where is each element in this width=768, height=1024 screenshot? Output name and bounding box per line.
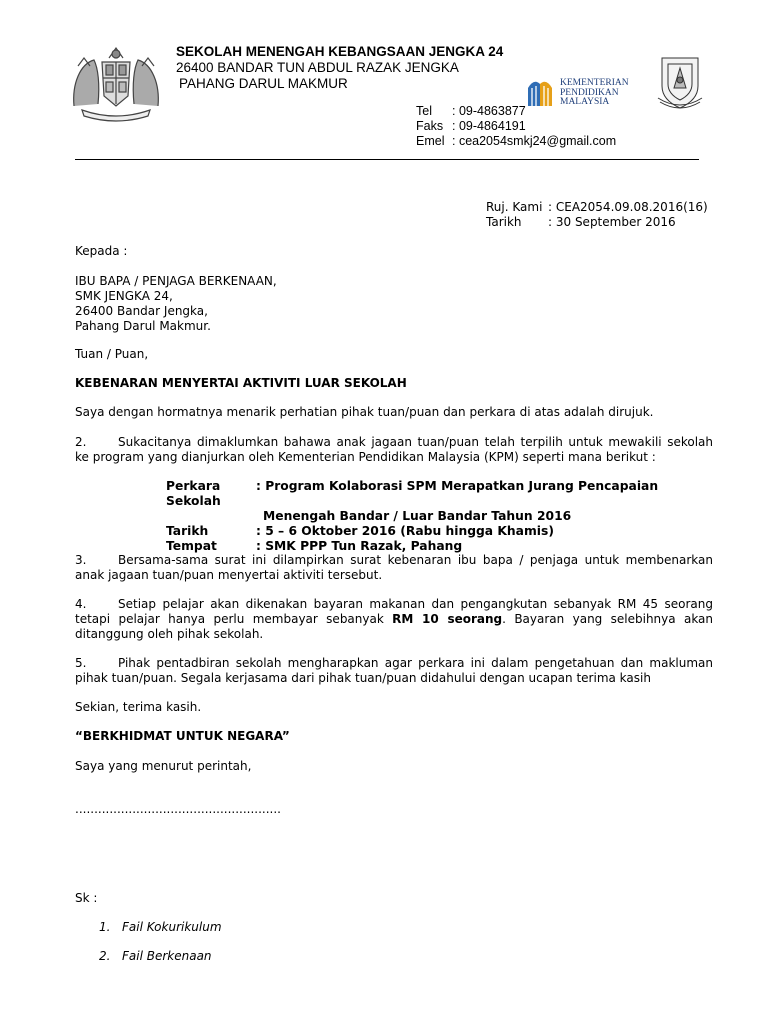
cc-item-number: 1.: [99, 920, 111, 934]
tarikh-program-label: Tarikh: [166, 524, 209, 538]
cc-item: [99, 949, 212, 964]
paragraph-number: 4.: [75, 597, 87, 611]
paragraph-number: 5.: [75, 656, 87, 670]
paragraph-3-text: Bersama-sama surat ini dilampirkan surat kebenaran ibu bapa / penjaga untuk membenarkan anak jagaan tuan/puan menyertai aktiviti tersebut.: [75, 553, 713, 582]
closing-saya: Saya yang menurut perintah,: [75, 759, 252, 773]
kpm-logo-text-3: MALAYSIA: [560, 97, 610, 107]
cc-item-text: Fail Kokurikulum: [122, 920, 222, 934]
emel-row: [416, 134, 616, 149]
paragraph-4-text: Setiap pelajar akan dikenakan bayaran makanan dan pengangkutan sebanyak RM 45 seorang tetapi pelajar hanya perlu membayar sebanyak: [75, 597, 713, 626]
kepada-label: Kepada :: [75, 244, 128, 258]
cc-item-number: 2.: [99, 949, 111, 963]
header-divider: [75, 159, 699, 160]
recipient-line: SMK JENGKA 24,: [75, 289, 173, 303]
program-details: [166, 479, 706, 554]
faks-value: : 09-4864191: [452, 119, 526, 133]
cc-item-text: Fail Berkenaan: [122, 949, 212, 963]
tarikh-program-row: [166, 524, 706, 539]
perkara-row-continued: [166, 509, 706, 524]
coat-of-arms-logo: [64, 44, 168, 124]
tel-label: Tel: [416, 104, 432, 118]
paragraph-5: [75, 656, 713, 686]
closing-sekian: Sekian, terima kasih.: [75, 700, 202, 714]
paragraph-number: 2.: [75, 435, 87, 449]
payment-amount: RM 10 seorang: [392, 612, 503, 626]
school-crest-logo: [654, 52, 706, 112]
emel-value: : cea2054smkj24@gmail.com: [452, 134, 617, 148]
paragraph-4-text-after: . Bayaran yang selebihnya akan ditanggung oleh pihak sekolah.: [75, 612, 714, 641]
tarikh-label: Tarikh: [486, 215, 522, 229]
motto: “BERKHIDMAT UNTUK NEGARA”: [75, 729, 290, 743]
paragraph-4: [75, 597, 713, 642]
paragraph-5-text: Pihak pentadbiran sekolah mengharapkan agar perkara ini dalam pengetahuan dan makluman pihak tuan/puan. Segala kerjasama dari pihak tuan/puan didahului dengan ucapan terima kasih: [75, 656, 713, 685]
perkara-row: [166, 479, 706, 509]
tarikh-program-value: : 5 – 6 Oktober 2016 (Rabu hingga Khamis): [256, 524, 554, 538]
emel-label: Emel: [416, 134, 445, 148]
faks-row: [416, 119, 616, 134]
faks-label: Faks: [416, 119, 444, 133]
recipient-line: 26400 Bandar Jengka,: [75, 304, 208, 318]
ruj-label: Ruj. Kami: [486, 200, 543, 214]
reference-block: [486, 200, 708, 230]
perkara-value-continued: Menengah Bandar / Luar Bandar Tahun 2016: [263, 509, 572, 523]
tarikh-row: [486, 215, 708, 230]
school-name: SEKOLAH MENENGAH KEBANGSAAN JENGKA 24: [176, 44, 504, 59]
paragraph-2-text: Sukacitanya dimaklumkan bahawa anak jagaan tuan/puan telah terpilih untuk mewakili sekolah ke program yang dianjurkan oleh Kementerian Pendidikan Malaysia (KPM) seperti mana berikut :: [75, 435, 713, 464]
tel-value: : 09-4863877: [452, 104, 526, 118]
perkara-value: : Program Kolaborasi SPM Merapatkan Jurang Pencapaian Sekolah: [166, 479, 659, 508]
school-address-line2: PAHANG DARUL MAKMUR: [179, 76, 348, 91]
paragraph-3: [75, 553, 713, 583]
recipient-line: IBU BAPA / PENJAGA BERKENAAN,: [75, 274, 277, 288]
tempat-value: : SMK PPP Tun Razak, Pahang: [256, 539, 463, 553]
ruj-value: : CEA2054.09.08.2016(16): [548, 200, 708, 214]
school-address-line1: 26400 BANDAR TUN ABDUL RAZAK JENGKA: [176, 60, 459, 75]
cc-label: Sk :: [75, 891, 98, 905]
tempat-row: [166, 539, 706, 554]
tempat-label: Tempat: [166, 539, 217, 553]
perkara-label: Perkara: [166, 479, 221, 493]
letter-subject: KEBENARAN MENYERTAI AKTIVITI LUAR SEKOLAH: [75, 376, 407, 390]
salutation: Tuan / Puan,: [75, 347, 149, 361]
tarikh-value: : 30 September 2016: [548, 215, 676, 229]
paragraph-2: [75, 435, 713, 465]
paragraph-1: Saya dengan hormatnya menarik perhatian pihak tuan/puan dan perkara di atas adalah dirujuk.: [75, 405, 654, 419]
kpm-logo-text-1: KEMENTERIAN: [560, 78, 629, 88]
paragraph-number: 3.: [75, 553, 87, 567]
contact-block: [416, 104, 616, 149]
cc-item: [99, 920, 222, 935]
ruj-row: [486, 200, 708, 215]
kpm-logo-text-2: PENDIDIKAN: [560, 87, 619, 98]
signature-line: ......................................................: [75, 802, 281, 816]
recipient-address: [75, 274, 277, 334]
recipient-line: Pahang Darul Makmur.: [75, 319, 211, 333]
tel-row: [416, 104, 616, 119]
